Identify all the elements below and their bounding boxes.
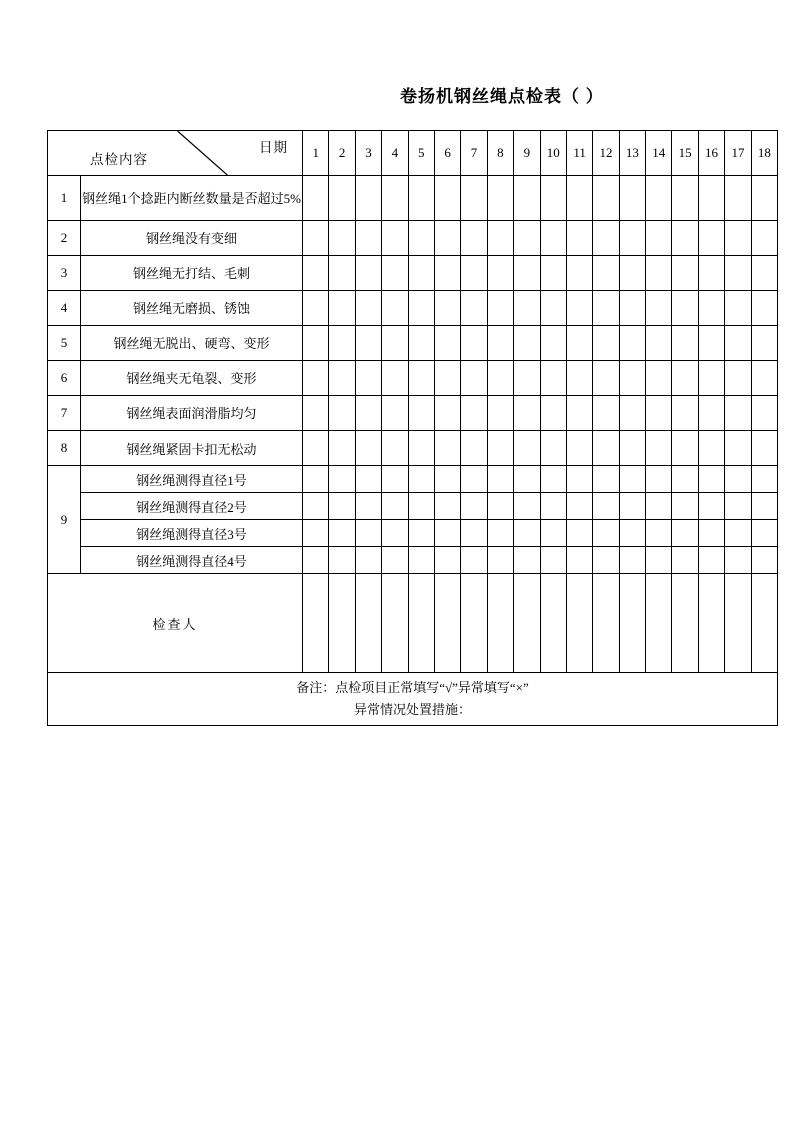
check-cell[interactable] — [698, 256, 724, 291]
notes-line-1: 备注：点检项目正常填写“√”异常填写“×” — [296, 680, 529, 695]
check-cell[interactable] — [540, 326, 566, 361]
check-cell[interactable] — [751, 361, 777, 396]
check-cell[interactable] — [672, 431, 698, 466]
check-cell[interactable] — [408, 493, 434, 520]
check-cell[interactable] — [593, 176, 619, 221]
check-cell[interactable] — [355, 221, 381, 256]
check-cell[interactable] — [329, 361, 355, 396]
notes-line-2: 异常情况处置措施： — [354, 702, 472, 717]
check-cell[interactable] — [487, 431, 513, 466]
check-cell[interactable] — [619, 326, 645, 361]
check-cell[interactable] — [382, 396, 408, 431]
check-cell[interactable] — [540, 466, 566, 493]
row-number: 1 — [48, 176, 81, 221]
row-item-label: 钢丝绳紧固卡扣无松动 — [81, 431, 303, 466]
check-cell[interactable] — [566, 291, 592, 326]
check-cell[interactable] — [487, 520, 513, 547]
check-cell[interactable] — [487, 326, 513, 361]
check-cell[interactable] — [619, 396, 645, 431]
check-cell[interactable] — [646, 396, 672, 431]
check-cell[interactable] — [698, 361, 724, 396]
check-cell[interactable] — [725, 431, 751, 466]
check-cell[interactable] — [382, 431, 408, 466]
inspector-cell[interactable] — [461, 574, 487, 673]
check-cell[interactable] — [303, 547, 329, 574]
check-cell[interactable] — [540, 520, 566, 547]
day-header-18: 18 — [751, 131, 777, 176]
row-number: 4 — [48, 291, 81, 326]
day-header-10: 10 — [540, 131, 566, 176]
check-cell[interactable] — [355, 431, 381, 466]
check-cell[interactable] — [514, 291, 540, 326]
check-cell[interactable] — [646, 361, 672, 396]
check-cell[interactable] — [303, 431, 329, 466]
check-cell[interactable] — [408, 256, 434, 291]
inspector-cell[interactable] — [619, 574, 645, 673]
check-cell[interactable] — [514, 396, 540, 431]
day-header-3: 3 — [355, 131, 381, 176]
check-cell[interactable] — [725, 547, 751, 574]
check-cell[interactable] — [751, 396, 777, 431]
check-cell[interactable] — [672, 256, 698, 291]
check-cell[interactable] — [566, 221, 592, 256]
check-cell[interactable] — [646, 493, 672, 520]
row-item-label: 钢丝绳表面润滑脂均匀 — [81, 396, 303, 431]
inspector-cell[interactable] — [751, 574, 777, 673]
inspector-cell[interactable] — [434, 574, 460, 673]
check-cell[interactable] — [329, 396, 355, 431]
check-cell[interactable] — [672, 176, 698, 221]
day-header-9: 9 — [514, 131, 540, 176]
inspector-cell[interactable] — [514, 574, 540, 673]
row-number: 5 — [48, 326, 81, 361]
check-cell[interactable] — [698, 396, 724, 431]
check-cell[interactable] — [329, 291, 355, 326]
row-item-label: 钢丝绳1个捻距内断丝数量是否超过5% — [81, 176, 303, 221]
check-cell[interactable] — [593, 291, 619, 326]
check-cell[interactable] — [540, 361, 566, 396]
check-cell[interactable] — [672, 221, 698, 256]
check-cell[interactable] — [461, 326, 487, 361]
check-cell[interactable] — [646, 547, 672, 574]
check-cell[interactable] — [751, 291, 777, 326]
check-cell[interactable] — [434, 176, 460, 221]
check-cell[interactable] — [461, 396, 487, 431]
table-row — [48, 176, 778, 221]
check-cell[interactable] — [355, 396, 381, 431]
check-cell[interactable] — [566, 176, 592, 221]
check-cell[interactable] — [514, 221, 540, 256]
check-cell[interactable] — [382, 520, 408, 547]
check-cell[interactable] — [540, 396, 566, 431]
table-row — [48, 361, 778, 396]
day-header-8: 8 — [487, 131, 513, 176]
check-cell[interactable] — [329, 326, 355, 361]
check-cell[interactable] — [540, 547, 566, 574]
check-cell[interactable] — [355, 291, 381, 326]
check-cell[interactable] — [566, 326, 592, 361]
check-cell[interactable] — [461, 466, 487, 493]
check-cell[interactable] — [329, 520, 355, 547]
check-cell[interactable] — [698, 221, 724, 256]
check-cell[interactable] — [725, 520, 751, 547]
day-header-1: 1 — [303, 131, 329, 176]
day-header-6: 6 — [434, 131, 460, 176]
check-cell[interactable] — [619, 221, 645, 256]
check-cell[interactable] — [382, 256, 408, 291]
check-cell[interactable] — [408, 176, 434, 221]
check-cell[interactable] — [303, 520, 329, 547]
check-cell[interactable] — [487, 547, 513, 574]
check-cell[interactable] — [408, 520, 434, 547]
check-cell[interactable] — [593, 466, 619, 493]
check-cell[interactable] — [434, 547, 460, 574]
inspector-cell[interactable] — [382, 574, 408, 673]
row-item-label: 钢丝绳测得直径1号 — [81, 466, 303, 493]
day-header-15: 15 — [672, 131, 698, 176]
check-cell[interactable] — [619, 466, 645, 493]
day-header-12: 12 — [593, 131, 619, 176]
inspection-table — [47, 130, 778, 726]
check-cell[interactable] — [487, 291, 513, 326]
header-item-label: 点检内容 — [90, 152, 148, 167]
check-cell[interactable] — [329, 431, 355, 466]
check-cell[interactable] — [487, 176, 513, 221]
check-cell[interactable] — [408, 361, 434, 396]
check-cell[interactable] — [672, 547, 698, 574]
table-row — [48, 466, 778, 493]
table-row — [48, 431, 778, 466]
check-cell[interactable] — [355, 361, 381, 396]
check-cell[interactable] — [408, 547, 434, 574]
inspector-cell[interactable] — [672, 574, 698, 673]
check-cell[interactable] — [303, 326, 329, 361]
check-cell[interactable] — [329, 221, 355, 256]
check-cell[interactable] — [434, 520, 460, 547]
check-cell[interactable] — [408, 326, 434, 361]
check-cell[interactable] — [725, 493, 751, 520]
row-number: 8 — [48, 431, 81, 466]
check-cell[interactable] — [434, 361, 460, 396]
check-cell[interactable] — [725, 291, 751, 326]
check-cell[interactable] — [329, 176, 355, 221]
row-item-label: 钢丝绳没有变细 — [81, 221, 303, 256]
notes-cell — [48, 673, 778, 726]
check-cell[interactable] — [646, 326, 672, 361]
check-cell[interactable] — [672, 291, 698, 326]
check-cell[interactable] — [672, 520, 698, 547]
check-cell[interactable] — [355, 493, 381, 520]
row-item-label: 钢丝绳无磨损、锈蚀 — [81, 291, 303, 326]
check-cell[interactable] — [751, 493, 777, 520]
check-cell[interactable] — [434, 221, 460, 256]
check-cell[interactable] — [303, 361, 329, 396]
check-cell[interactable] — [434, 256, 460, 291]
table-row — [48, 256, 778, 291]
check-cell[interactable] — [461, 431, 487, 466]
check-cell[interactable] — [434, 326, 460, 361]
check-cell[interactable] — [514, 256, 540, 291]
check-cell[interactable] — [593, 431, 619, 466]
check-cell[interactable] — [751, 221, 777, 256]
inspector-label: 检查人 — [48, 574, 303, 673]
check-cell[interactable] — [619, 493, 645, 520]
check-cell[interactable] — [303, 466, 329, 493]
check-cell[interactable] — [698, 176, 724, 221]
check-cell[interactable] — [382, 547, 408, 574]
table-header-row — [48, 131, 778, 176]
check-cell[interactable] — [540, 176, 566, 221]
day-header-17: 17 — [725, 131, 751, 176]
check-cell[interactable] — [751, 466, 777, 493]
check-cell[interactable] — [408, 466, 434, 493]
check-cell[interactable] — [646, 431, 672, 466]
table-row — [48, 221, 778, 256]
check-cell[interactable] — [725, 176, 751, 221]
check-cell[interactable] — [461, 256, 487, 291]
check-cell[interactable] — [646, 221, 672, 256]
day-header-5: 5 — [408, 131, 434, 176]
check-cell[interactable] — [434, 396, 460, 431]
check-cell[interactable] — [566, 493, 592, 520]
check-cell[interactable] — [619, 176, 645, 221]
check-cell[interactable] — [698, 547, 724, 574]
day-header-14: 14 — [646, 131, 672, 176]
check-cell[interactable] — [382, 291, 408, 326]
check-cell[interactable] — [487, 256, 513, 291]
check-cell[interactable] — [408, 431, 434, 466]
check-cell[interactable] — [303, 221, 329, 256]
check-cell[interactable] — [382, 221, 408, 256]
check-cell[interactable] — [593, 396, 619, 431]
check-cell[interactable] — [751, 256, 777, 291]
check-cell[interactable] — [514, 361, 540, 396]
check-cell[interactable] — [672, 493, 698, 520]
check-cell[interactable] — [619, 520, 645, 547]
check-cell[interactable] — [725, 466, 751, 493]
check-cell[interactable] — [566, 361, 592, 396]
check-cell[interactable] — [751, 176, 777, 221]
check-cell[interactable] — [646, 520, 672, 547]
check-cell[interactable] — [593, 256, 619, 291]
check-cell[interactable] — [382, 326, 408, 361]
row-number: 6 — [48, 361, 81, 396]
header-date-label: 日期 — [259, 140, 288, 155]
check-cell[interactable] — [672, 396, 698, 431]
inspector-cell[interactable] — [698, 574, 724, 673]
check-cell[interactable] — [725, 396, 751, 431]
check-cell[interactable] — [698, 326, 724, 361]
inspector-row — [48, 574, 778, 673]
check-cell[interactable] — [698, 520, 724, 547]
check-cell[interactable] — [461, 221, 487, 256]
row-item-label: 钢丝绳无脱出、硬弯、变形 — [81, 326, 303, 361]
table-row — [48, 493, 778, 520]
day-header-13: 13 — [619, 131, 645, 176]
check-cell[interactable] — [461, 361, 487, 396]
check-cell[interactable] — [461, 176, 487, 221]
check-cell[interactable] — [751, 520, 777, 547]
check-cell[interactable] — [461, 493, 487, 520]
inspector-cell[interactable] — [355, 574, 381, 673]
check-cell[interactable] — [461, 520, 487, 547]
row-number: 7 — [48, 396, 81, 431]
check-cell[interactable] — [646, 176, 672, 221]
row-item-label: 钢丝绳测得直径3号 — [81, 520, 303, 547]
check-cell[interactable] — [593, 493, 619, 520]
check-cell[interactable] — [698, 291, 724, 326]
check-cell[interactable] — [382, 466, 408, 493]
check-cell[interactable] — [619, 431, 645, 466]
page-title: 卷扬机钢丝绳点检表（ ） — [400, 87, 604, 106]
row-number: 9 — [48, 466, 81, 574]
check-cell[interactable] — [751, 431, 777, 466]
check-cell[interactable] — [434, 431, 460, 466]
check-cell[interactable] — [487, 361, 513, 396]
check-cell[interactable] — [566, 466, 592, 493]
check-cell[interactable] — [329, 493, 355, 520]
check-cell[interactable] — [408, 396, 434, 431]
check-cell[interactable] — [566, 431, 592, 466]
check-cell[interactable] — [593, 520, 619, 547]
header-item-date-cell — [48, 131, 303, 176]
check-cell[interactable] — [355, 176, 381, 221]
inspector-cell[interactable] — [408, 574, 434, 673]
check-cell[interactable] — [487, 221, 513, 256]
check-cell[interactable] — [355, 256, 381, 291]
check-cell[interactable] — [540, 493, 566, 520]
check-cell[interactable] — [672, 361, 698, 396]
check-cell[interactable] — [434, 466, 460, 493]
check-cell[interactable] — [566, 396, 592, 431]
check-cell[interactable] — [619, 547, 645, 574]
check-cell[interactable] — [725, 256, 751, 291]
check-cell[interactable] — [619, 291, 645, 326]
check-cell[interactable] — [514, 431, 540, 466]
check-cell[interactable] — [540, 256, 566, 291]
inspector-cell[interactable] — [646, 574, 672, 673]
check-cell[interactable] — [698, 466, 724, 493]
row-number: 2 — [48, 221, 81, 256]
check-cell[interactable] — [514, 547, 540, 574]
check-cell[interactable] — [487, 493, 513, 520]
day-header-4: 4 — [382, 131, 408, 176]
check-cell[interactable] — [408, 221, 434, 256]
check-cell[interactable] — [646, 466, 672, 493]
day-header-2: 2 — [329, 131, 355, 176]
check-cell[interactable] — [566, 547, 592, 574]
check-cell[interactable] — [540, 431, 566, 466]
check-cell[interactable] — [698, 431, 724, 466]
inspector-cell[interactable] — [540, 574, 566, 673]
inspector-cell[interactable] — [487, 574, 513, 673]
check-cell[interactable] — [725, 361, 751, 396]
check-cell[interactable] — [593, 326, 619, 361]
check-cell[interactable] — [514, 520, 540, 547]
check-cell[interactable] — [619, 256, 645, 291]
row-item-label: 钢丝绳无打结、毛刺 — [81, 256, 303, 291]
inspector-cell[interactable] — [566, 574, 592, 673]
check-cell[interactable] — [355, 520, 381, 547]
check-cell[interactable] — [672, 466, 698, 493]
check-cell[interactable] — [434, 493, 460, 520]
inspection-table-wrapper — [47, 130, 771, 726]
check-cell[interactable] — [540, 291, 566, 326]
inspector-cell[interactable] — [593, 574, 619, 673]
check-cell[interactable] — [303, 176, 329, 221]
row-item-label: 钢丝绳测得直径2号 — [81, 493, 303, 520]
check-cell[interactable] — [566, 520, 592, 547]
check-cell[interactable] — [593, 361, 619, 396]
check-cell[interactable] — [725, 326, 751, 361]
check-cell[interactable] — [461, 291, 487, 326]
row-number: 3 — [48, 256, 81, 291]
check-cell[interactable] — [303, 291, 329, 326]
check-cell[interactable] — [303, 256, 329, 291]
check-cell[interactable] — [593, 221, 619, 256]
check-cell[interactable] — [303, 396, 329, 431]
check-cell[interactable] — [329, 547, 355, 574]
inspector-cell[interactable] — [725, 574, 751, 673]
inspector-cell[interactable] — [303, 574, 329, 673]
check-cell[interactable] — [461, 547, 487, 574]
check-cell[interactable] — [487, 466, 513, 493]
check-cell[interactable] — [540, 221, 566, 256]
check-cell[interactable] — [382, 176, 408, 221]
day-header-7: 7 — [461, 131, 487, 176]
check-cell[interactable] — [514, 326, 540, 361]
check-cell[interactable] — [434, 291, 460, 326]
check-cell[interactable] — [751, 547, 777, 574]
check-cell[interactable] — [487, 396, 513, 431]
check-cell[interactable] — [698, 493, 724, 520]
check-cell[interactable] — [566, 256, 592, 291]
check-cell[interactable] — [646, 291, 672, 326]
table-row — [48, 520, 778, 547]
inspector-cell[interactable] — [329, 574, 355, 673]
row-item-label: 钢丝绳测得直径4号 — [81, 547, 303, 574]
check-cell[interactable] — [382, 361, 408, 396]
row-item-label: 钢丝绳夹无龟裂、变形 — [81, 361, 303, 396]
check-cell[interactable] — [303, 493, 329, 520]
check-cell[interactable] — [672, 326, 698, 361]
table-row — [48, 291, 778, 326]
check-cell[interactable] — [514, 466, 540, 493]
table-row — [48, 326, 778, 361]
check-cell[interactable] — [329, 466, 355, 493]
check-cell[interactable] — [382, 493, 408, 520]
check-cell[interactable] — [355, 547, 381, 574]
table-row — [48, 547, 778, 574]
check-cell[interactable] — [329, 256, 355, 291]
check-cell[interactable] — [355, 466, 381, 493]
day-header-11: 11 — [566, 131, 592, 176]
check-cell[interactable] — [355, 326, 381, 361]
check-cell[interactable] — [725, 221, 751, 256]
check-cell[interactable] — [514, 493, 540, 520]
check-cell[interactable] — [408, 291, 434, 326]
table-row — [48, 396, 778, 431]
check-cell[interactable] — [593, 547, 619, 574]
check-cell[interactable] — [751, 326, 777, 361]
day-header-16: 16 — [698, 131, 724, 176]
notes-row — [48, 673, 778, 726]
check-cell[interactable] — [646, 256, 672, 291]
check-cell[interactable] — [619, 361, 645, 396]
check-cell[interactable] — [514, 176, 540, 221]
